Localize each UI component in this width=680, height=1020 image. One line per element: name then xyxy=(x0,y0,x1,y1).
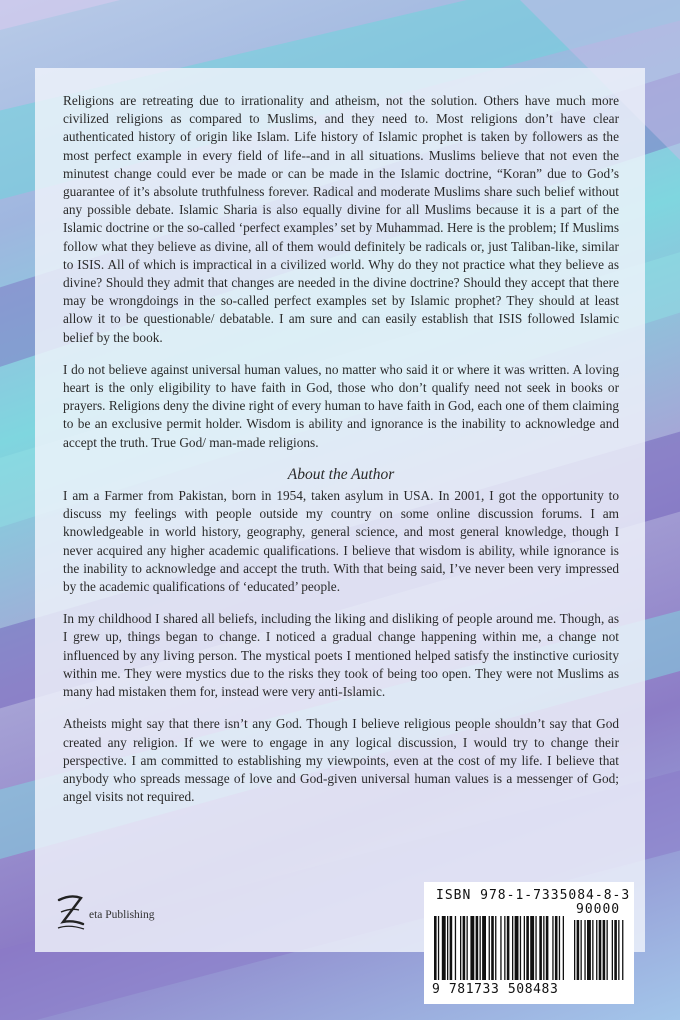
publisher-name: eta Publishing xyxy=(89,909,155,921)
price-addon-text: 90000 xyxy=(576,902,621,917)
ean-digits-text: 9 781733 508483 xyxy=(432,982,559,997)
intro-paragraph-2: I do not believe against universal human values, no matter who said it or where it was written. A loving heart is the only eligibility to have faith in God, those who don’t qualify need not seek in books or prayers. Religions deny the divine right of every human to have faith in God, each one of them claiming to be an exclusive permit holder. Wisdom is ability and ignorance is the inability to acknowledge and accept the truth. True God/ man-made religions. xyxy=(63,361,619,450)
zeta-logo-icon xyxy=(55,892,87,932)
about-author-heading: About the Author xyxy=(287,465,395,483)
barcode-icon xyxy=(432,916,626,982)
author-paragraph-3: Atheists might say that there isn’t any God. Though I believe religious people shouldn’t say that God created any religion. If we were to engage in any logical discussion, I would try to change their perspective. I am committed to establishing my viewpoints, even at the cost of my life. I believe that anybody who spreads message of love and God-given universal human values is a messenger of God; angel visits not required. xyxy=(63,716,619,805)
barcode-box xyxy=(424,882,634,1004)
isbn-text: ISBN 978-1-7335084-8-3 xyxy=(436,888,631,903)
author-paragraph-2: In my childhood I shared all beliefs, including the liking and disliking of people around me. Though, as I grew up, things began to change. I noticed a gradual change happening within me, a change not influenced by any living person. The mystical poets I mentioned helped satisfy the instinctive curiosity within me. They were mystics due to the risks they took of being too open. They were not Muslims as many had mistaken them for, instead were very anti-Islamic. xyxy=(63,611,619,700)
back-cover-text xyxy=(63,92,619,820)
author-paragraph-1: I am a Farmer from Pakistan, born in 1954, taken asylum in USA. In 2001, I got the opportunity to discuss my feelings with people outside my country on some online discussion forums. I am knowledgeable in world history, geography, general science, and most general knowledge, though I never acquired any higher academic qualifications. I believe that wisdom is ability, while ignorance is the inability to acknowledge and accept the truth. With that being said, I’ve never been very impressed by the academic qualifications of ‘educated’ people. xyxy=(63,488,619,595)
intro-paragraph-1: Religions are retreating due to irrationality and atheism, not the solution. Others have much more civilized religions as compared to Muslims, and they need to. Most religions don’t have clear authenticated history of origin like Islam. Life history of Islamic prophet is taken by followers as the most perfect example in every field of life--and in all situations. Muslims believe that not even the minutest change could ever be made or can be made in the Islamic doctrine, “Koran” due to God’s guarantee of it’s absolute truthfulness forever. Radical and moderate Muslims share such belief without any possible debate. Islamic Sharia is also equally divine for all Muslims because it is a part of the Islamic doctrine or the so-called ‘perfect examples’ set by Muhammad. Here is the problem; If Muslims follow what they believe as divine, all of them would definitely be radicals or, just Taliban-like, similar to ISIS. All of which is impractical in a civilized world. Why do they not practice what they believe as divine? Should they admit that changes are needed in the divine doctrine? Should they accept that there may be wrongdoings in the so-called perfect examples set by Islamic prophet? They should at least allow it to be questionable/ debatable. I am sure and can easily establish that ISIS followed Islamic belief by the book. xyxy=(63,93,619,345)
publisher-mark xyxy=(55,892,185,932)
